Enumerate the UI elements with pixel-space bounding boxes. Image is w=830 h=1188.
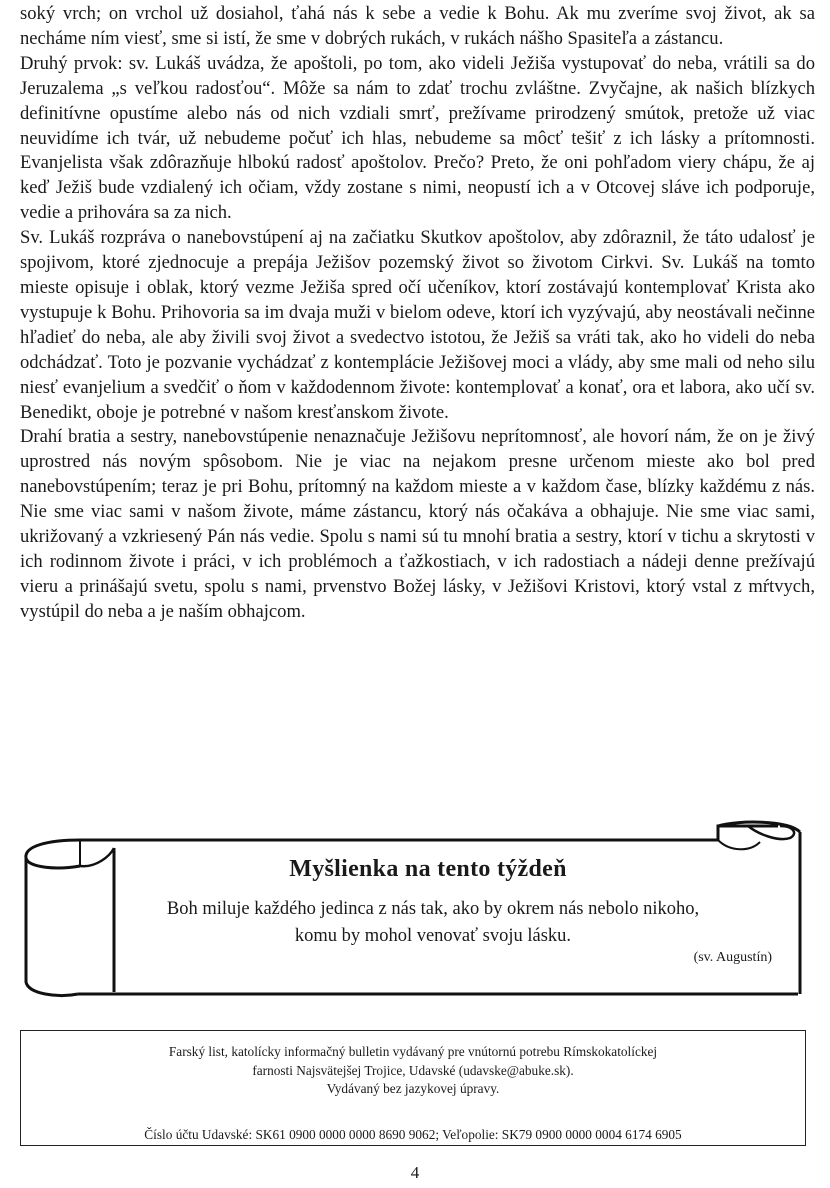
article-body bbox=[20, 2, 815, 625]
paragraph: Druhý prvok: sv. Lukáš uvádza, že apoštoli, po tom, ako videli Ježiša vystupovať do neba, vrátili sa do Jeruzalema „s veľkou radosťou“. Môže sa nám to zdať trochu zvláštne. Zvyčajne, ak našich blízkych definitívne opustíme alebo nás od nich vzdiali smrť, prežívame prirodzený smútok, pretože už viac neuvidíme ich tvár, už nebudeme počuť ich hlas, nebudeme sa môcť tešiť z ich lásky a prítomnosti. Evanjelista však zdôrazňuje hlbokú radosť apoštolov. Prečo? Preto, že oni pohľadom viery chápu, že aj keď Ježiš bude vzdialený ich očiam, vždy zostane s nimi, neopustí ich a v Otcovej sláve ich podporuje, vedie a prihovára sa za nich. bbox=[20, 52, 815, 224]
quote-title: Myšlienka na tento týždeň bbox=[289, 856, 567, 882]
quote-line: Boh miluje každého jedinca z nás tak, ako by okrem nás nebolo nikoho, bbox=[166, 899, 700, 919]
quote-line: komu by mohol venovať svoju lásku. bbox=[294, 926, 572, 946]
publisher-line: farnosti Najsvätejšej Trojice, Udavské (udavske@abuke.sk). bbox=[252, 1062, 574, 1078]
bank-accounts: Číslo účtu Udavské: SK61 0900 0000 0000 8690 9062; Veľopolie: SK79 0900 0000 0004 6174 6905 bbox=[144, 1127, 682, 1142]
paragraph: Sv. Lukáš rozpráva o nanebovstúpení aj na začiatku Skutkov apoštolov, aby zdôraznil, že táto udalosť je spojivom, ktoré zjednocuje a prepája Ježišov pozemský život so životom Cirkvi. Sv. Lukáš na tomto mieste opisuje i oblak, ktorý vezme Ježiša spred očí učeníkov, ktorí zostávajú kontemplovať Krista ako vystupuje k Bohu. Prihovoria sa im dvaja muži v bielom odeve, ktorí ich vyzývajú, aby neostávali nečinne hľadieť do neba, ale aby živili svoj život a svedectvo istotou, že Ježiš sa vráti tak, ako ho videli do neba odchádzať. Toto je pozvanie vychádzať z kontemplácie Ježišovej moci a vlády, aby sme mali od neho silu niesť evanjelium a svedčiť o ňom v každodennom živote: kontemplovať a konať, ora et labora, ako učí sv. Benedikt, oboje je potrebné v našom kresťanskom živote. bbox=[20, 227, 815, 423]
page-number: 4 bbox=[410, 1163, 420, 1182]
publisher-line: Farský list, katolícky informačný bulletin vydávaný pre vnútornú potrebu Rímskokatolíckej bbox=[168, 1044, 658, 1059]
quote-author: (sv. Augustín) bbox=[693, 950, 772, 965]
paragraph: Drahí bratia a sestry, nanebovstúpenie nenaznačuje Ježišovu neprítomnosť, ale hovorí nám, že on je živý uprostred nás novým spôsobom. Nie je viac na nejakom presne určenom mieste ako bol pred nanebovstúpením; teraz je pri Bohu, prítomný na každom mieste a v každom čase, blízky každému z nás. Nie sme viac sami v našom živote, máme zástancu, ktorý nás očakáva a obhajuje. Nie sme viac sami, ukrižovaný a vzkriesený Pán nás vedie. Spolu s nami sú tu mnohí bratia a sestry, ktorí v tichu a skrytosti v ich rodinnom živote i práci, v ich problémoch a ťažkostiach, v ich radostiach a nádeji denne prežívajú vieru a prinášajú svetu, spolu s nami, prvenstvo Božej lásky, v Ježišovi Kristovi, ktorý vstal z mŕtvych, vystúpil do neba a je naším obhajcom. bbox=[20, 426, 815, 622]
publisher-line: Vydávaný bez jazykovej úpravy. bbox=[326, 1081, 500, 1096]
quote-scroll-banner bbox=[18, 812, 810, 1002]
quote-text bbox=[128, 896, 738, 950]
paragraph: soký vrch; on vrchol už dosiahol, ťahá nás k sebe a vedie k Bohu. Ak mu zveríme svoj život, ak sa necháme ním viesť, sme si istí, že sme v dobrých rukách, v rukách nášho Spasiteľa a zástancu. bbox=[20, 3, 815, 49]
publisher-info-box bbox=[20, 1030, 806, 1146]
